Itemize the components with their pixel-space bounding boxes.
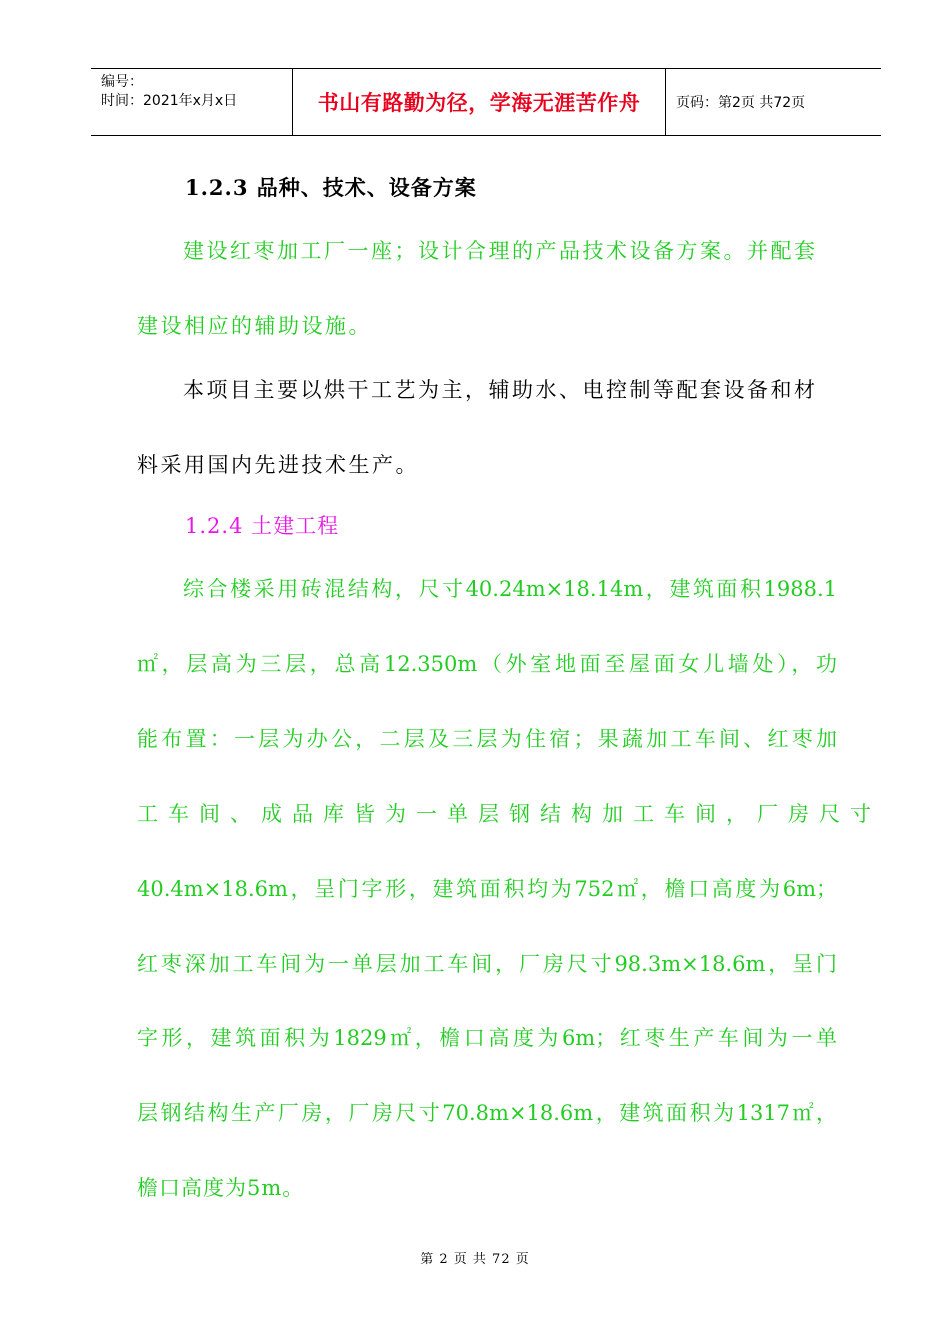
header-meta xyxy=(91,69,293,135)
paragraph-line: ㎡，层高为三层，总高12.350m（外室地面至屋面女儿墙处），功 xyxy=(137,652,837,676)
paragraph-line: 檐口高度为5m。 xyxy=(137,1176,305,1200)
paragraph-line: 40.4m×18.6m，呈门字形，建筑面积均为752㎡，檐口高度为6m； xyxy=(137,877,837,901)
paragraph-line: 工车间、成品库皆为一单层钢结构加工车间，厂房尺寸 xyxy=(137,802,881,826)
document-number-label: 编号： xyxy=(101,74,143,90)
paragraph-line: 能布置：一层为办公，二层及三层为住宿；果蔬加工车间、红枣加 xyxy=(137,727,837,751)
paragraph-line: 字形，建筑面积为1829㎡，檐口高度为6m；红枣生产车间为一单 xyxy=(137,1026,837,1050)
paragraph-line: 层钢结构生产厂房，厂房尺寸70.8m×18.6m，建筑面积为1317㎡， xyxy=(137,1101,837,1125)
header-page-cell xyxy=(666,69,881,135)
section-heading-1-2-3: 1.2.3 品种、技术、设备方案 xyxy=(185,175,477,200)
paragraph-line: 红枣深加工车间为一单层加工车间，厂房尺寸98.3m×18.6m，呈门 xyxy=(137,952,837,976)
document-time: 时间：2021年x月x日 xyxy=(101,93,238,109)
header-motto-cell xyxy=(293,69,666,135)
paragraph-line: 综合楼采用砖混结构，尺寸40.24m×18.14m，建筑面积1988.1 xyxy=(183,577,837,601)
page-footer: 第 2 页 共 72 页 xyxy=(420,1252,530,1267)
page-header xyxy=(91,68,881,136)
paragraph-line: 建设红枣加工厂一座；设计合理的产品技术设备方案。并配套 xyxy=(183,239,818,263)
header-motto: 书山有路勤为径，学海无涯苦作舟 xyxy=(317,91,641,115)
header-page-info: 页码：第2页 共72页 xyxy=(676,95,806,111)
paragraph-line: 本项目主要以烘干工艺为主，辅助水、电控制等配套设备和材 xyxy=(183,378,818,402)
paragraph-line: 料采用国内先进技术生产。 xyxy=(137,453,419,477)
section-heading-1-2-4: 1.2.4 土建工程 xyxy=(185,514,340,538)
paragraph-line: 建设相应的辅助设施。 xyxy=(137,314,372,338)
